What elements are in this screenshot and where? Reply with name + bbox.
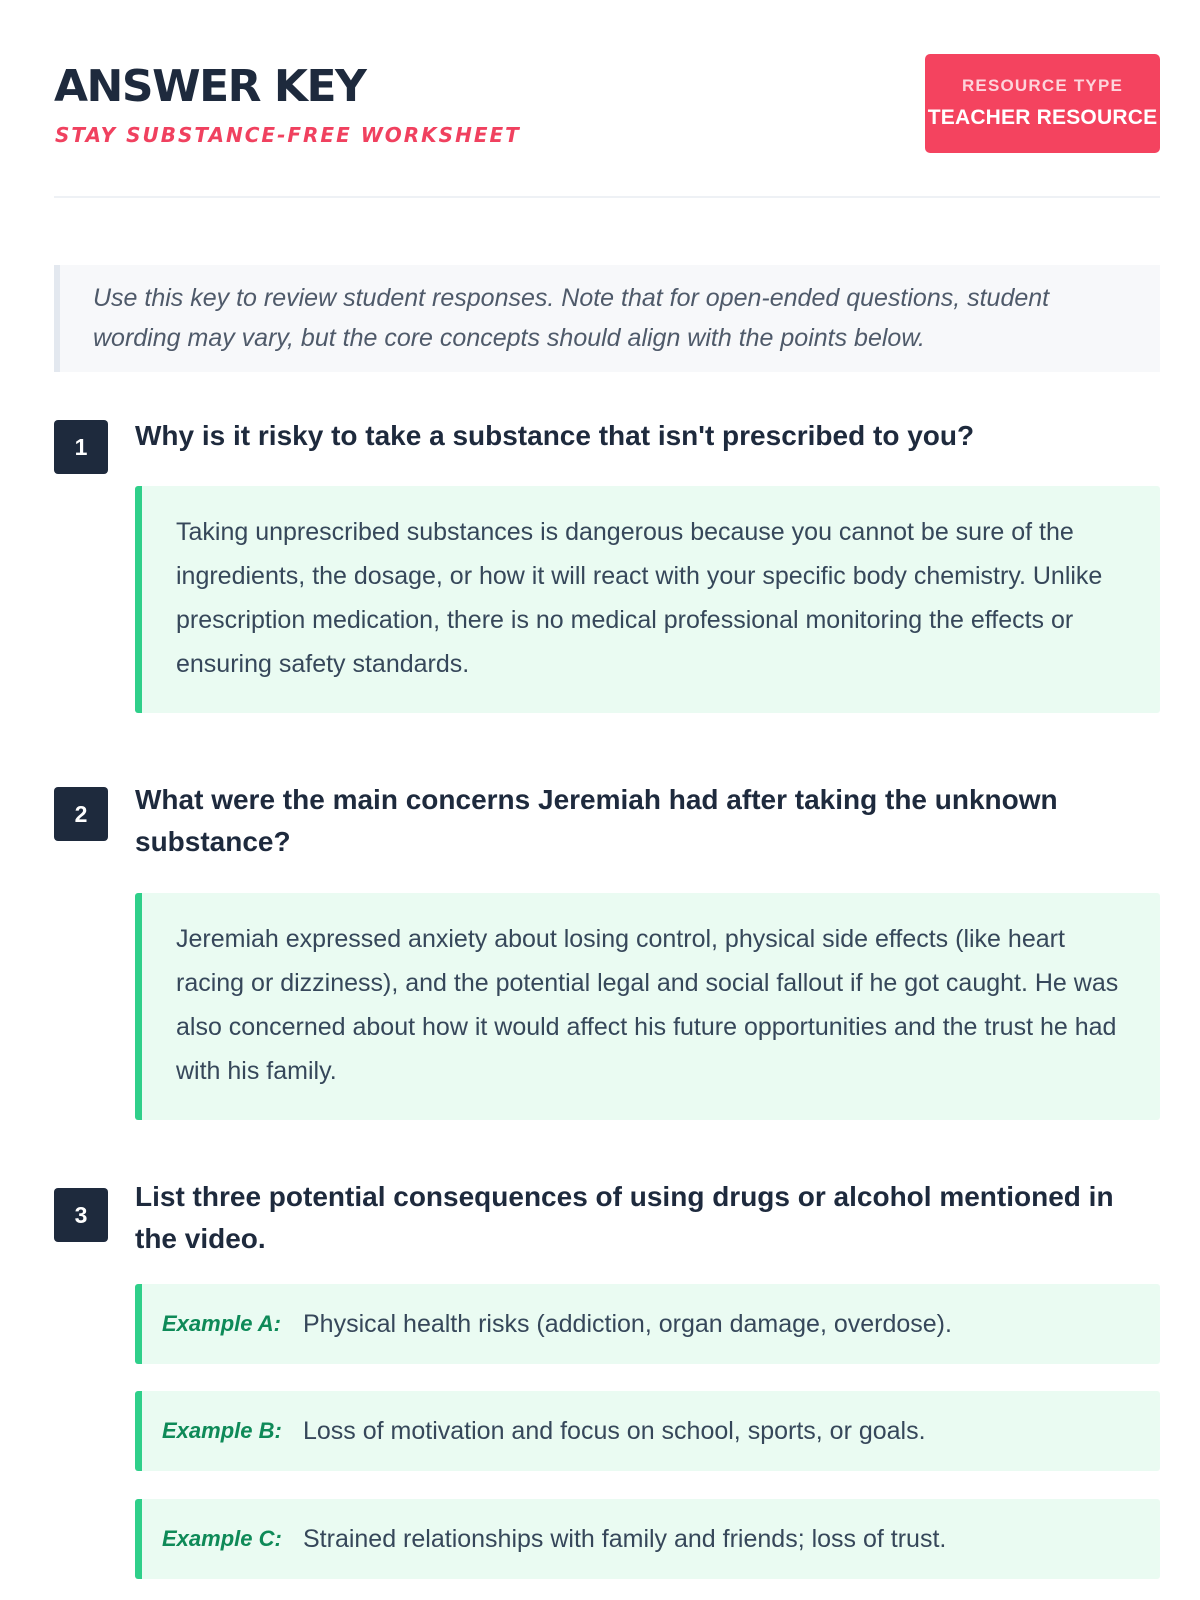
example-label: Example B: [162, 1418, 282, 1443]
example-text: Strained relationships with family and friends; loss of trust. [303, 1525, 947, 1553]
page-title: ANSWER KEY [54, 61, 366, 112]
example-label: Example C: [162, 1526, 282, 1551]
question-number: 1 [54, 420, 108, 474]
example-text: Physical health risks (addiction, organ damage, overdose). [303, 1310, 952, 1338]
question-text: Why is it risky to take a substance that isn't prescribed to you? [135, 420, 975, 451]
resource-type-badge [925, 54, 1160, 153]
question-text: What were the main concerns Jeremiah had after taking the unknown substance? [135, 784, 1058, 857]
badge-label: RESOURCE TYPE [961, 76, 1124, 95]
answer-box: Taking unprescribed substances is dangerous because you cannot be sure of the ingredients, the dosage, or how it will react with your specific body chemistry. Unlike prescription medication, there is no medical professional monitoring the effects or ensuring safety standards. [135, 486, 1160, 713]
example-answer [135, 1499, 1160, 1579]
badge-value: TEACHER RESOURCE [927, 106, 1158, 129]
intro-note: Use this key to review student responses. Note that for open-ended questions, student wording may vary, but the core concepts should align with the points below. [54, 265, 1160, 372]
question-text: List three potential consequences of using drugs or alcohol mentioned in the video. [135, 1181, 1114, 1254]
example-label: Example A: [162, 1311, 282, 1336]
example-answer [135, 1391, 1160, 1471]
example-answer [135, 1284, 1160, 1364]
question-number: 2 [54, 787, 108, 841]
page-subtitle: STAY SUBSTANCE-FREE WORKSHEET [55, 123, 521, 147]
example-text: Loss of motivation and focus on school, sports, or goals. [303, 1417, 926, 1445]
page-header [54, 0, 1160, 198]
question-number: 3 [54, 1188, 108, 1242]
answer-box: Jeremiah expressed anxiety about losing control, physical side effects (like heart racing or dizziness), and the potential legal and social fallout if he got caught. He was also concerned about how it would affect his future opportunities and the trust he had with his family. [135, 893, 1160, 1120]
